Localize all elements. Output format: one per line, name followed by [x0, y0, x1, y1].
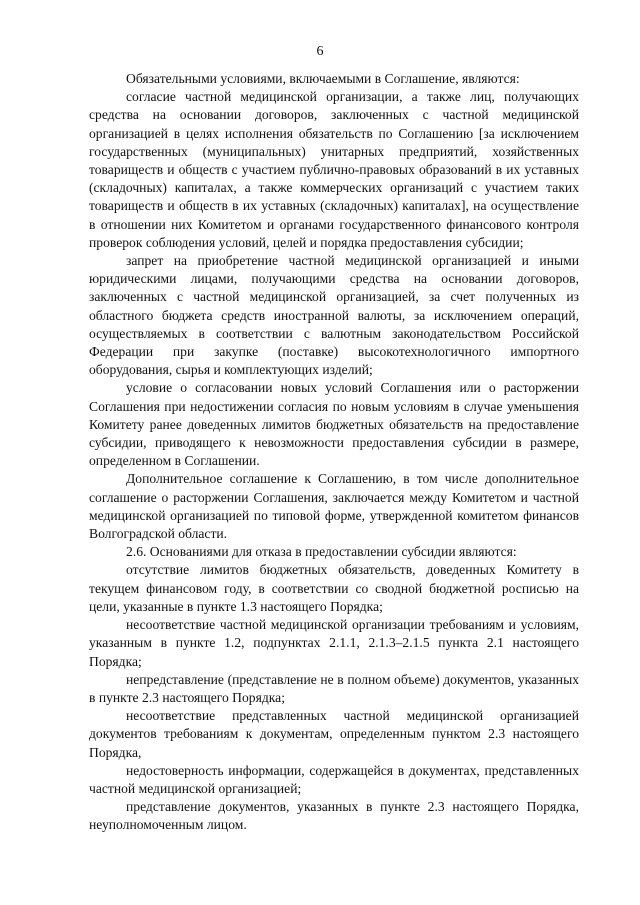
paragraph-documents-not-submitted: непредставление (представление не в полном объеме) документов, указанных в пункте 2.3 настоящего Порядка;: [89, 671, 579, 705]
paragraph-unauthorized-person: представление документов, указанных в пункте 2.3 настоящего Порядка, неуполномоченным лицом.: [89, 799, 579, 833]
paragraph-consent-to-inspections: согласие частной медицинской организации, а также лиц, получающих средства на основании договоров, заключенных с частной медицинской организацией в целях исполнения обязательств по Соглашению [за исключением государственных (муниципальных) унитарных предприятий, хозяйственных товариществ и обществ с участием публично-правовых образований в их уставных (складочных) капиталах, а также коммерческих организаций с участием таких товариществ и обществ в их уставных (складочных) капиталах], на осуществление в отношении них Комитетом и органами государственного финансового контроля проверок соблюдения условий, целей и порядка предоставления субсидии;: [89, 89, 579, 250]
page-number: 6: [316, 44, 324, 59]
paragraph-nonconformity-requirements: несоответствие частной медицинской организации требованиям и условиям, указанным в пункте 1.2, подпунктах 2.1.1, 2.1.3–2.1.5 пункта 2.1 настоящего Порядка;: [89, 617, 579, 669]
paragraph-conditions-intro: Обязательными условиями, включаемыми в Соглашение, являются:: [126, 71, 520, 86]
paragraph-foreign-currency-ban: запрет на приобретение частной медицинской организацией и иными юридическими лицами, получающими средства на основании договоров, заключенных с частной медицинской организацией, за счет полученных из областного бюджета средств иностранной валюты, за исключением операций, осуществляемых в соответствии с валютным законодательством Российской Федерации при закупке (поставке) высокотехнологичного импортного оборудования, сырья и комплектующих изделий;: [89, 253, 579, 378]
document-body: [89, 70, 579, 835]
paragraph-supplementary-agreement: Дополнительное соглашение к Соглашению, в том числе дополнительное соглашение о расторжении Соглашения, заключается между Комитетом и частной медицинской организацией по типовой форме, утвержденной комитетом финансов Волгоградской области.: [89, 471, 579, 542]
paragraph-agreement-renegotiation: условие о согласовании новых условий Соглашения или о расторжении Соглашения при недостижении согласия по новым условиям в случае уменьшения Комитету ранее доведенных лимитов бюджетных обязательств на предоставление субсидии, приводящего к невозможности предоставления субсидии в размере, определенном в Соглашении.: [89, 380, 579, 469]
paragraph-documents-nonconformity: несоответствие представленных частной медицинской организацией документов требованиям к документам, определенным пунктом 2.3 настоящего Порядка,: [89, 708, 579, 760]
paragraph-no-budget-limits: отсутствие лимитов бюджетных обязательств, доведенных Комитету в текущем финансовом году, в соответствии со сводной бюджетной росписью на цели, указанные в пункте 1.3 настоящего Порядка;: [89, 562, 579, 614]
paragraph-refusal-grounds-heading: 2.6. Основаниями для отказа в предоставлении субсидии являются:: [126, 544, 517, 560]
paragraph-unreliable-information: недостоверность информации, содержащейся в документах, представленных частной медицинской организацией;: [89, 762, 579, 796]
